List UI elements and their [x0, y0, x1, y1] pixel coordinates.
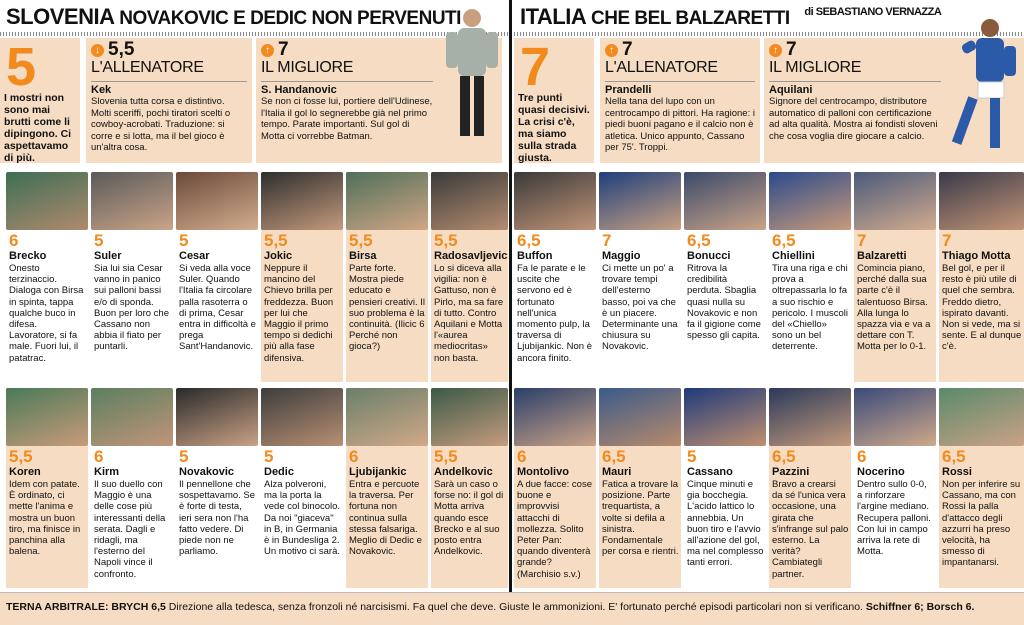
vote-up-icon: ↑ — [605, 44, 618, 57]
player-comment: Onesto terzinaccio. Dialoga con Birsa in spinta, tappa qualche buco in difesa. Lavoratore, si fa male. Fuori lui, il patatrac. — [9, 263, 84, 364]
player-vote: 7 — [857, 231, 867, 250]
player-photo — [599, 388, 681, 446]
player-comment: Il pennellone che sospettavamo. Se è forte di testa, ieri sera non l'ha fatto vedere. Di piede non ne parliamo. — [179, 479, 256, 558]
player-name: Cesar — [179, 250, 210, 262]
player-card — [939, 172, 1024, 382]
player-photo — [431, 388, 508, 446]
player-photo — [261, 172, 343, 230]
player-comment: Neppure il mancino del Chievo brilla per freddezza. Buon per lui che Maggio il primo tempo si dedichi più alla fase difensiva. — [264, 263, 334, 364]
referee-footer — [0, 592, 1024, 625]
player-vote: 5 — [687, 447, 697, 466]
player-photo — [261, 388, 343, 446]
slovenia-headline-text: NOVAKOVIC E DEDIC NON PERVENUTI — [119, 8, 461, 29]
player-card — [431, 388, 508, 588]
player-name: Koren — [9, 466, 41, 478]
coach-text: Slovenia tutta corsa e distintivo. Molti sceriffi, pochi tiratori scelti o cowboy-acrobati. Traduzione: si corre e si lotta, ma il bel gioco è un'altra cosa. — [91, 96, 231, 153]
coach-vote: 7 — [622, 39, 633, 60]
player-vote: 5,5 — [264, 231, 288, 250]
player-photo — [684, 388, 766, 446]
goalkeeper-figure — [436, 4, 506, 154]
player-card — [854, 172, 936, 382]
coach-text: Nella tana del lupo con un centrocampo di pittori. Ha ragione: i piedi buoni pagano e il calcio non è atletica. Unico appunto, Cassano per 75'. Troppi. — [605, 96, 755, 153]
player-comment: Sia lui sia Cesar vanno in panico sui palloni bassi e/o di sponda. Buon per loro che Cassano non abbia il fiato per puntarli. — [94, 263, 169, 353]
italia-headline-text: CHE BEL BALZARETTI — [591, 8, 790, 29]
player-vote: 6 — [517, 447, 527, 466]
player-name: Dedic — [264, 466, 294, 478]
player-vote: 6,5 — [772, 231, 796, 250]
player-name: Suler — [94, 250, 122, 262]
referee-text: Direzione alla tedesca, senza fronzoli né narcisismi. Fa quel che deve. Giuste le ammonizioni. E' fortunato perché episodi particolari non si verificano. — [168, 601, 863, 613]
best-title: IL MIGLIORE — [261, 59, 354, 76]
player-vote: 6 — [857, 447, 867, 466]
player-photo — [6, 172, 88, 230]
player-vote: 6 — [94, 447, 104, 466]
player-comment: Fa le parate e le uscite che servono ed è fortunato nell'unica momento pulp, la traversa di Ljubijankic. Non è ancora finito. — [517, 263, 592, 364]
slovenia-team-vote: 5 — [6, 37, 37, 97]
italia-headline — [520, 2, 941, 32]
player-photo — [769, 388, 851, 446]
player-vote: 6 — [9, 231, 19, 250]
slovenia-team-text: I mostri non sono mai brutti come li dipingono. Ci aspettavamo di più. — [4, 92, 72, 164]
slovenia-team-box — [0, 38, 80, 163]
player-comment: Bel gol, e per il resto è più utile di quel che sembra. Freddo dietro, ispirato davanti. Non si vede, ma si sente. E al dunque c'è. — [942, 263, 1022, 353]
slovenia-headline — [6, 2, 461, 32]
slovenia-section — [0, 0, 508, 590]
player-comment: Entra e percuote la traversa. Per fortuna non continua sulla stessa falsariga. Meglio di Dedic e Novakovic. — [349, 479, 422, 558]
player-photo — [91, 388, 173, 446]
player-photo — [176, 172, 258, 230]
player-photo — [939, 388, 1024, 446]
best-text: Se non ci fosse lui, portiere dell'Udinese, l'Italia il gol lo segnerebbe già nel primo tempo. Parate importanti. Sul gol di Motta ci vorrebbe Batman. — [261, 96, 433, 142]
player-comment: A due facce: cose buone e improvvisi attacchi di mollezza. Solito Peter Pan: quando diventerà grande? (Marchisio s.v.) — [517, 479, 592, 580]
player-photo — [514, 172, 596, 230]
player-comment: Alza polveroni, ma la porta la vede col binocolo. Da noi "giaceva" in B, in Germania è in Bundesliga 2. Un motivo ci sarà. — [264, 479, 341, 558]
player-comment: Fatica a trovare la posizione. Parte trequartista, a volte si defila a sinistra. Fondamentale per corsa e rientri. — [602, 479, 679, 558]
italia-team-box — [514, 38, 594, 163]
player-photo — [854, 388, 936, 446]
player-vote: 7 — [942, 231, 952, 250]
player-name: Birsa — [349, 250, 377, 262]
player-vote: 7 — [602, 231, 612, 250]
player-comment: Idem con patate. È ordinato, ci mette l'anima e mostra un buon tiro, ma finisce in panchina alla balena. — [9, 479, 81, 558]
player-name: Rossi — [942, 466, 972, 478]
player-card — [599, 388, 681, 588]
player-name: Bonucci — [687, 250, 731, 262]
coach-title: L'ALLENATORE — [605, 59, 718, 76]
italia-team-label: ITALIA — [520, 4, 587, 29]
player-name: Ljubijankic — [349, 466, 407, 478]
player-photo — [346, 172, 428, 230]
coach-name: Prandelli — [605, 81, 755, 96]
slovenia-coach-box — [86, 38, 252, 163]
player-card — [176, 172, 258, 382]
player-vote: 5 — [179, 231, 189, 250]
coach-title: L'ALLENATORE — [91, 59, 204, 76]
vote-up-icon: ↑ — [769, 44, 782, 57]
player-vote: 5,5 — [434, 231, 458, 250]
player-photo — [6, 388, 88, 446]
header-rule — [0, 32, 508, 36]
player-name: Radosavljevic — [434, 250, 508, 262]
player-card — [769, 172, 851, 382]
player-vote: 6,5 — [517, 231, 541, 250]
player-vote: 6 — [349, 447, 359, 466]
vote-up-icon: ↑ — [261, 44, 274, 57]
player-comment: Sarà un caso o forse no: il gol di Motta arriva quando esce Brecko e al suo posto entra Andelkovic. — [434, 479, 504, 558]
player-card — [514, 388, 596, 588]
player-card — [854, 388, 936, 588]
player-card — [769, 388, 851, 588]
player-name: Balzaretti — [857, 250, 907, 262]
player-photo — [431, 172, 508, 230]
player-card — [514, 172, 596, 382]
player-card — [261, 172, 343, 382]
player-comment: Comincia piano, perché dalla sua parte c'è il talentuoso Birsa. Alla lunga lo spazza via e va a dettare con T. Motta per lo 0-1. — [857, 263, 931, 353]
player-card — [346, 172, 428, 382]
player-name: Maggio — [602, 250, 641, 262]
best-text: Signore del centrocampo, distributore automatico di palloni con certificazione ad alta qualità. Mostra ai fondisti sloveni che cosa voglia dire giocare a calcio. — [769, 96, 938, 142]
player-vote: 5 — [264, 447, 274, 466]
best-name: Aquilani — [769, 81, 941, 96]
player-name: Cassano — [687, 466, 733, 478]
player-photo — [599, 172, 681, 230]
player-card — [6, 172, 88, 382]
player-name: Brecko — [9, 250, 47, 262]
best-name: S. Handanovic — [261, 81, 433, 96]
italia-coach-box — [600, 38, 760, 163]
player-vote: 5,5 — [434, 447, 458, 466]
player-card — [684, 388, 766, 588]
player-photo — [769, 172, 851, 230]
player-name: Buffon — [517, 250, 553, 262]
player-vote: 6,5 — [602, 447, 626, 466]
player-comment: Si veda alla voce Suler. Quando l'Italia fa circolare palla rasoterra o di prima, Cesar entra in difficoltà e prega Sant'Handanovic. — [179, 263, 256, 353]
player-comment: Ritrova la credibilità perduta. Sbaglia quasi nulla su Novakovic e non fa il gigione come spesso gli capita. — [687, 263, 761, 342]
player-vote: 6,5 — [772, 447, 796, 466]
player-name: Montolivo — [517, 466, 569, 478]
player-comment: Non per inferire su Cassano, ma con Rossi la palla d'attacco degli azzurri ha preso velocità, ha smesso di impantanarsi. — [942, 479, 1021, 569]
player-comment: Tira una riga e chi prova a oltrepassarla lo fa a suo rischio e pericolo. I muscoli del «Chiello» sono un bel deterrente. — [772, 263, 849, 353]
player-photo — [91, 172, 173, 230]
player-photo — [939, 172, 1024, 230]
player-comment: Lo si diceva alla vigilia: non è Gattuso, non è Pirlo, ma sa fare di tutto. Contro Aquilani e Motta l'«aurea mediocritas» non basta. — [434, 263, 504, 364]
player-vote: 5,5 — [9, 447, 33, 466]
player-comment: Ci mette un po' a trovare tempi dell'esterno basso, poi va che è un piacere. Determinante una chiusura su Novakovic. — [602, 263, 678, 353]
player-card — [261, 388, 343, 588]
player-card — [176, 388, 258, 588]
player-photo — [684, 172, 766, 230]
player-vote: 5 — [94, 231, 104, 250]
player-card — [431, 172, 508, 382]
player-card — [599, 172, 681, 382]
italia-team-vote: 7 — [520, 37, 551, 97]
player-photo — [514, 388, 596, 446]
player-comment: Parte forte. Mostra piede educato e pensieri creativi. Il suo problema è la continuità. (Ilicic 6 Perché non gioca?) — [349, 263, 426, 353]
player-name: Kirm — [94, 466, 120, 478]
referee-label: TERNA ARBITRALE: — [6, 601, 109, 613]
player-card — [91, 172, 173, 382]
player-photo — [346, 388, 428, 446]
player-photo — [176, 388, 258, 446]
player-name: Jokic — [264, 250, 293, 262]
player-name: Andelkovic — [434, 466, 493, 478]
player-vote: 5,5 — [349, 231, 373, 250]
italia-team-text: Tre punti quasi decisivi. La crisi c'è, ma siamo sulla strada giusta. — [518, 92, 590, 164]
player-comment: Dentro sullo 0-0, a rinforzare l'argine mediano. Recupera palloni. Con lui in campo arriva la rete di Motta. — [857, 479, 931, 558]
best-title: IL MIGLIORE — [769, 59, 862, 76]
player-card — [346, 388, 428, 588]
footballer-figure — [946, 16, 1022, 156]
vote-down-icon: ↓ — [91, 44, 104, 57]
byline: di SEBASTIANO VERNAZZA — [804, 6, 942, 18]
player-name: Novakovic — [179, 466, 235, 478]
best-vote: 7 — [786, 39, 797, 60]
player-name: Mauri — [602, 466, 632, 478]
player-card — [91, 388, 173, 588]
player-name: Nocerino — [857, 466, 905, 478]
player-vote: 6,5 — [687, 231, 711, 250]
player-card — [6, 388, 88, 588]
player-name: Chiellini — [772, 250, 815, 262]
player-name: Pazzini — [772, 466, 810, 478]
coach-vote: 5,5 — [108, 39, 135, 60]
best-vote: 7 — [278, 39, 289, 60]
player-name: Thiago Motta — [942, 250, 1011, 262]
player-comment: Bravo a crearsi da sé l'unica vera occasione, una girata che s'infrange sul palo esterno. La verità? Cambiategli partner. — [772, 479, 849, 580]
player-card — [684, 172, 766, 382]
column-divider — [509, 0, 512, 592]
slovenia-team-label: SLOVENIA — [6, 4, 115, 29]
referee-vote: BRYCH 6,5 — [111, 601, 166, 613]
player-vote: 6,5 — [942, 447, 966, 466]
player-vote: 5 — [179, 447, 189, 466]
coach-name: Kek — [91, 81, 247, 96]
player-comment: Il suo duello con Maggio è una delle cose più interessanti della serata. Dagli e ridagli, ma l'esterno del Napoli vince il confronto. — [94, 479, 166, 580]
player-comment: Cinque minuti e gia bocchegia. L'acido lattico lo annebbia. Un buon tiro e l'avvio all'azione del gol, ma nel complesso tanti errori. — [687, 479, 764, 569]
player-photo — [854, 172, 936, 230]
player-card — [939, 388, 1024, 588]
assistants-vote: Schiffner 6; Borsch 6. — [865, 601, 975, 613]
italia-section — [514, 0, 1024, 590]
